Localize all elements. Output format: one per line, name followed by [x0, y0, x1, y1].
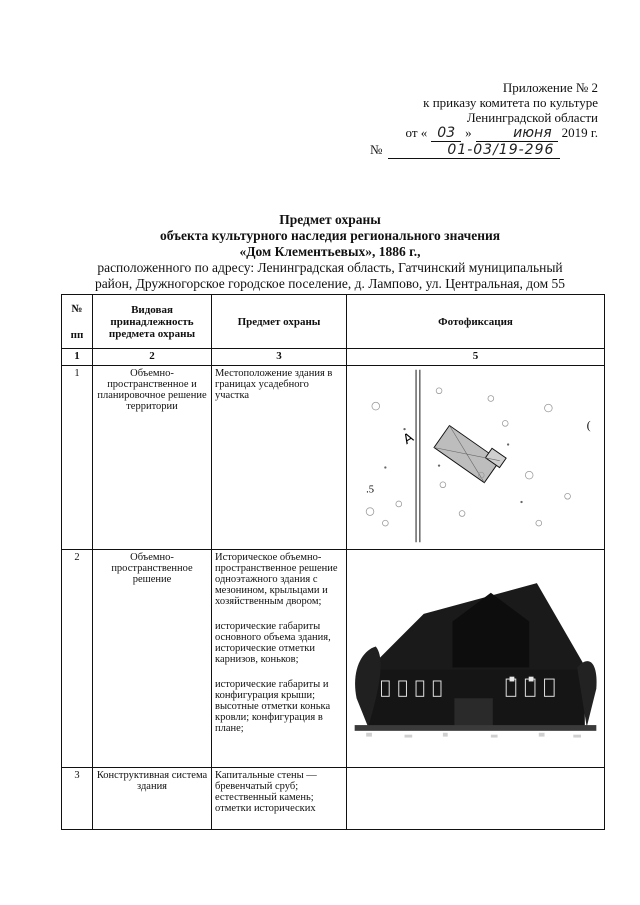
site-plan-cell: [347, 366, 605, 550]
table-row: [62, 550, 605, 768]
row-number: 2: [62, 550, 93, 768]
header-subject: Предмет охраны: [212, 295, 347, 349]
subject-item: Историческое объемно-пространственное решение одноэтажного здания с мезонином, крыльцами и хозяйственным двором;: [215, 552, 338, 607]
site-plan-building: [434, 421, 506, 485]
table-header-row: [62, 295, 605, 349]
column-number: 2: [93, 349, 212, 366]
row-subject: [212, 768, 347, 830]
subject-item: исторические габариты основного объема здания, исторические отметки карнизов, коньков;: [215, 621, 331, 665]
photo-cell: [347, 550, 605, 768]
row-number: 1: [62, 366, 93, 550]
table-row: [62, 768, 605, 830]
row-kind: Объемно-пространственное решение: [93, 550, 212, 768]
plan-label-number: .5: [366, 484, 375, 496]
header-kind: Видовая принадлежность предмета охраны: [93, 295, 212, 349]
number-prefix: №: [370, 142, 383, 157]
photo-cell-empty: [347, 768, 605, 830]
row-kind: Объемно-пространственное и планировочное решение территории: [93, 366, 212, 550]
subject-item: Капитальные стены — бревенчатый сруб; естественный камень; отметки исторических: [215, 770, 317, 814]
address-line-2: район, Дружногорское городское поселение, д. Лампово, ул. Центральная, дом 55: [94, 276, 566, 291]
column-numbers-row: [62, 349, 605, 366]
date-month-handwritten: июня: [476, 126, 558, 142]
row-kind: Конструктивная система здания: [93, 768, 212, 830]
header-num-line-1: №: [71, 302, 83, 315]
document-title: [60, 212, 600, 260]
column-number: 1: [62, 349, 93, 366]
appendix-block: [338, 80, 598, 159]
title-line-1: Предмет охраны: [279, 212, 381, 227]
title-line-2: объекта культурного наследия регионального значения: [159, 228, 501, 243]
table-row: [62, 366, 605, 550]
date-year: 2019 г.: [561, 125, 598, 140]
appendix-number-row: [370, 142, 598, 159]
header-num: [62, 295, 93, 349]
appendix-line-1: Приложение № 2: [502, 80, 598, 95]
appendix-date-row: [338, 125, 598, 142]
subject-item: Местоположение здания в границах усадебного участка: [215, 368, 333, 401]
column-number: 5: [347, 349, 605, 366]
column-number: 3: [212, 349, 347, 366]
header-photo: Фотофиксация: [347, 295, 605, 349]
date-prefix: от «: [405, 125, 428, 140]
row-subject: [212, 366, 347, 550]
header-num-line-2: пп: [70, 328, 84, 341]
date-mid: »: [465, 125, 472, 140]
object-address: [60, 260, 600, 292]
title-line-3: «Дом Клементьевых», 1886 г.,: [239, 244, 421, 259]
subject-item: исторические габариты и конфигурация крыши; высотные отметки конька кровли; конфигурация в плане;: [215, 679, 331, 734]
number-handwritten: 01-03/19-296: [388, 143, 560, 159]
date-day-handwritten: 03: [431, 126, 461, 142]
plan-label-letter: А: [400, 430, 417, 448]
protection-table: [61, 294, 605, 830]
house-photo: [347, 550, 604, 764]
row-subject: [212, 550, 347, 768]
appendix-line-2: к приказу комитета по культуре: [423, 95, 598, 110]
row-number: 3: [62, 768, 93, 830]
site-plan-image: [347, 366, 604, 546]
plan-label-mark: (: [586, 420, 591, 433]
appendix-line-3: Ленинградской области: [466, 110, 598, 125]
address-line-1: расположенного по адресу: Ленинградская область, Гатчинский муниципальный: [97, 260, 563, 275]
